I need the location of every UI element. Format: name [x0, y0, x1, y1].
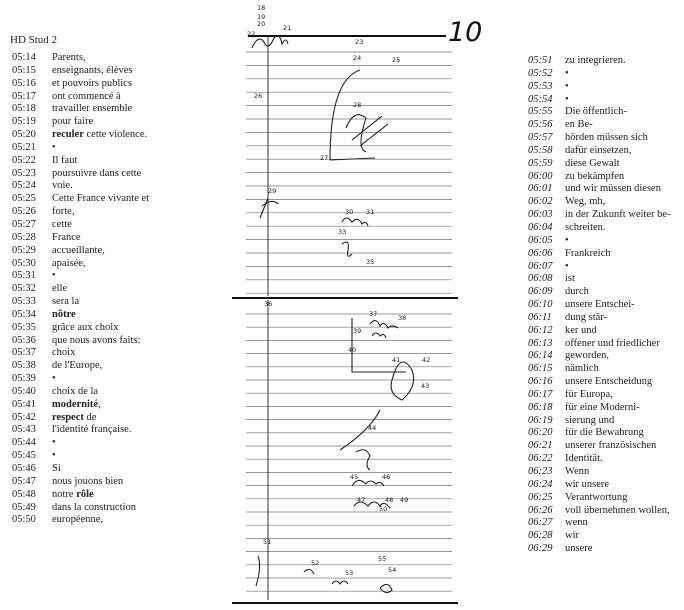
transcript-text: sierung und	[565, 414, 615, 426]
annotation-marker: 55	[378, 555, 387, 563]
transcript-text: Identität.	[565, 453, 603, 465]
annotation-marker: 49	[400, 496, 409, 504]
timecode: 06:20	[528, 427, 553, 439]
timecode: 06:09	[528, 286, 553, 298]
timecode: 05:57	[528, 132, 553, 144]
timecode: 05:51	[528, 55, 553, 66]
timecode: 06:19	[528, 414, 553, 426]
annotation-marker: 43	[421, 382, 430, 390]
timecode: 05:28	[12, 231, 36, 243]
transcript-text: •	[565, 260, 569, 272]
transcript-text: wir	[565, 530, 579, 542]
timecode: 05:29	[12, 244, 36, 256]
transcript-text: forte,	[52, 206, 75, 218]
transcript-text: nämlich	[565, 363, 599, 375]
timecode: 05:18	[12, 103, 36, 115]
timecode: 05:46	[12, 463, 36, 474]
timecode: 05:17	[12, 90, 36, 102]
timecode: 05:54	[528, 93, 553, 105]
annotation-marker: 18	[257, 4, 266, 12]
timecode: 05:15	[12, 64, 36, 76]
transcript-text: respect de	[52, 411, 97, 423]
transcript-text: l'identité française.	[52, 424, 132, 436]
timecode: 05:37	[12, 347, 36, 359]
transcript-text: •	[565, 67, 569, 79]
timecode: 05:31	[12, 270, 36, 282]
transcript-text: dafür einsetzen,	[565, 144, 632, 156]
timecode: 06:24	[528, 478, 553, 490]
transcript-text: geworden,	[565, 350, 610, 362]
transcript-text: reculer cette violence.	[52, 129, 148, 141]
transcript-text: nous jouons bien	[52, 475, 124, 487]
timecode: 06:22	[528, 453, 553, 465]
annotation-marker: 29	[268, 187, 277, 195]
transcript-text: Weg, mh,	[565, 196, 606, 208]
transcript-text: ont commencé à	[52, 90, 121, 102]
timecode: 06:08	[528, 273, 553, 285]
timecode: 05:34	[12, 308, 36, 320]
timecode: 05:59	[528, 157, 553, 169]
document-title: HD Stud 2	[10, 34, 58, 46]
page-number: 10	[448, 17, 483, 48]
timecode: 05:53	[528, 80, 553, 92]
timecode: 06:02	[528, 196, 553, 208]
transcript-text: européenne,	[52, 514, 104, 526]
annotation-marker: 51	[263, 538, 272, 546]
timecode: 05:21	[12, 141, 36, 153]
transcript-text: sera la	[52, 296, 80, 308]
timecode: 06:29	[528, 543, 553, 555]
transcript-text: notre rôle	[52, 488, 94, 500]
annotation-marker: 36	[264, 300, 273, 308]
transcript-text: für eine Moderni-	[565, 401, 640, 413]
timecode: 06:23	[528, 466, 553, 477]
transcript-text: in der Zukunft weiter be-	[565, 209, 671, 221]
transcript-text: pour faire	[52, 116, 94, 128]
timecode: 06:18	[528, 401, 553, 413]
transcript-text: hörden müssen sich	[565, 132, 648, 144]
timecode: 05:43	[12, 424, 36, 436]
transcript-text: und wir müssen diesen	[565, 183, 661, 195]
annotation-marker: 35	[366, 258, 375, 266]
timecode: 05:14	[12, 52, 36, 63]
annotation-marker: 48	[385, 496, 394, 504]
annotation-marker: 33	[338, 228, 347, 236]
annotation-marker: 38	[398, 314, 407, 322]
transcript-text: dans la construction	[52, 501, 136, 513]
transcript-text: unsere	[565, 543, 593, 555]
transcript-text: et pouvoirs publics	[52, 77, 132, 89]
timecode: 05:55	[528, 106, 553, 118]
timecode: 06:17	[528, 388, 553, 400]
timecode: 05:38	[12, 360, 36, 372]
timecode: 06:04	[528, 221, 553, 233]
annotation-marker: 19	[257, 13, 266, 21]
transcript-text: •	[52, 141, 56, 153]
annotation-marker: 40	[348, 346, 357, 354]
transcript-text: dung stär-	[565, 311, 608, 323]
annotation-marker: 20	[257, 20, 266, 28]
transcript-text: apaisée,	[52, 257, 86, 269]
timecode: 05:27	[12, 218, 36, 230]
transcript-text: zu bekämpfen	[565, 170, 625, 182]
annotation-marker: 54	[388, 566, 397, 574]
annotation-marker: 37	[369, 310, 378, 318]
transcript-text: wir unsere	[565, 478, 610, 490]
annotation-marker: 41	[392, 356, 401, 364]
transcript-text: travailler ensemble	[52, 103, 133, 115]
transcript-text: •	[52, 373, 56, 385]
timecode: 05:48	[12, 488, 36, 500]
timecode: 05:44	[12, 437, 36, 449]
timecode: 05:52	[528, 67, 553, 79]
annotation-marker: 25	[392, 56, 401, 64]
annotation-marker: 22	[247, 30, 256, 38]
timecode: 06:27	[528, 517, 553, 529]
timecode: 05:42	[12, 411, 36, 423]
timecode: 06:03	[528, 209, 553, 221]
transcript-text: unsere Entscheidung	[565, 376, 653, 388]
transcript-text: •	[565, 80, 569, 92]
transcript-text: choix de la	[52, 385, 99, 397]
annotation-marker: 23	[355, 38, 364, 46]
annotation-marker: 27	[320, 154, 329, 162]
timecode: 05:23	[12, 167, 36, 179]
transcript-text: unsere Entschei-	[565, 299, 635, 311]
transcript-text: modernité,	[52, 398, 101, 410]
annotation-marker: 24	[353, 54, 362, 62]
timecode: 05:47	[12, 475, 36, 487]
timecode: 06:05	[528, 234, 553, 246]
transcript-text: ker und	[565, 324, 597, 336]
timecode: 05:45	[12, 450, 36, 462]
timecode: 06:16	[528, 376, 553, 388]
annotation-marker: 44	[368, 424, 377, 432]
transcript-text: Il faut	[52, 154, 78, 166]
transcript-text: voie.	[52, 180, 73, 192]
annotation-marker: 39	[353, 327, 362, 335]
transcript-text: elle	[52, 283, 68, 295]
timecode: 05:19	[12, 116, 36, 128]
transcript-text: diese Gewalt	[565, 157, 620, 169]
timecode: 06:15	[528, 363, 553, 375]
timecode: 05:26	[12, 206, 36, 218]
annotation-marker: 52	[311, 559, 320, 567]
transcript-text: für Europa,	[565, 388, 613, 400]
timecode: 06:10	[528, 299, 553, 311]
annotation-marker: 46	[382, 473, 391, 481]
transcript-text: wenn	[565, 517, 588, 529]
transcript-text: unserer französischen	[565, 440, 657, 452]
transcript-text: cette	[52, 218, 72, 230]
timecode: 06:00	[528, 170, 553, 182]
timecode: 06:28	[528, 530, 553, 542]
timecode: 06:14	[528, 350, 553, 362]
transcript-text: Parents,	[52, 52, 86, 63]
timecode: 05:36	[12, 334, 36, 346]
transcript-text: •	[52, 270, 56, 282]
transcript-text: de l'Europe,	[52, 360, 103, 372]
transcript-text: France	[52, 231, 81, 243]
timecode: 05:20	[12, 129, 36, 141]
transcript-text: voll übernehmen wollen,	[565, 504, 670, 516]
transcript-text: •	[565, 234, 569, 246]
annotation-marker: 30	[345, 208, 354, 216]
timecode: 05:39	[12, 373, 36, 385]
timecode: 06:11	[528, 311, 552, 323]
timecode: 05:16	[12, 77, 36, 89]
timecode: 06:26	[528, 504, 553, 516]
timecode: 05:58	[528, 144, 553, 156]
transcript-text: für die Bewahrung	[565, 427, 644, 439]
transcript-text: Die öffentlich-	[565, 106, 627, 118]
transcript-text: •	[565, 93, 569, 105]
timecode: 06:01	[528, 183, 553, 195]
timecode: 05:25	[12, 193, 36, 205]
transcript-text: accueillante,	[52, 244, 105, 256]
transcript-text: que nous avons faits:	[52, 334, 141, 346]
transcript-text: durch	[565, 286, 589, 298]
timecode: 05:22	[12, 154, 36, 166]
timecode: 05:40	[12, 385, 36, 397]
annotation-marker: 31	[366, 208, 375, 216]
transcript-text: Wenn	[565, 466, 590, 477]
transcript-text: offener und friedlicher	[565, 337, 660, 349]
annotation-marker: 47	[357, 496, 366, 504]
transcript-text: nôtre	[52, 308, 76, 320]
transcript-text: schreiten.	[565, 221, 606, 233]
transcript-text: Si	[52, 463, 61, 474]
timecode: 05:35	[12, 321, 36, 333]
timecode: 05:41	[12, 398, 36, 410]
transcript-text: grâce aux choix	[52, 321, 119, 333]
transcript-text: Frankreich	[565, 247, 611, 259]
timecode: 05:30	[12, 257, 36, 269]
annotation-marker: 21	[283, 24, 292, 32]
annotation-marker: 45	[350, 473, 359, 481]
transcript-text: Verantwortung	[565, 491, 628, 503]
transcript-text: poursuivre dans cette	[52, 167, 142, 179]
timecode: 05:32	[12, 283, 36, 295]
transcript-text: •	[52, 437, 56, 449]
annotation-marker: 50	[379, 505, 388, 513]
annotation-marker: 53	[345, 569, 354, 577]
timecode: 06:12	[528, 324, 553, 336]
timecode: 06:13	[528, 337, 553, 349]
transcript-text: choix	[52, 347, 76, 359]
transcript-text: zu integrieren.	[565, 55, 626, 66]
annotation-marker: 28	[353, 101, 362, 109]
transcript-text: •	[52, 450, 56, 462]
timecode: 06:07	[528, 260, 553, 272]
timecode: 05:49	[12, 501, 36, 513]
timecode: 06:06	[528, 247, 553, 259]
timecode: 05:33	[12, 296, 36, 308]
transcript-text: en Be-	[565, 119, 593, 131]
transcript-text: ist	[565, 273, 575, 285]
annotation-marker: 26	[254, 92, 263, 100]
timecode: 06:25	[528, 491, 553, 503]
timecode: 05:24	[12, 180, 36, 192]
transcript-text: Cette France vivante et	[52, 193, 150, 205]
timecode: 05:56	[528, 119, 553, 131]
transcript-text: enseignants, élèves	[52, 64, 133, 76]
annotation-marker: 42	[422, 356, 431, 364]
timecode: 05:50	[12, 514, 36, 526]
timecode: 06:21	[528, 440, 553, 452]
